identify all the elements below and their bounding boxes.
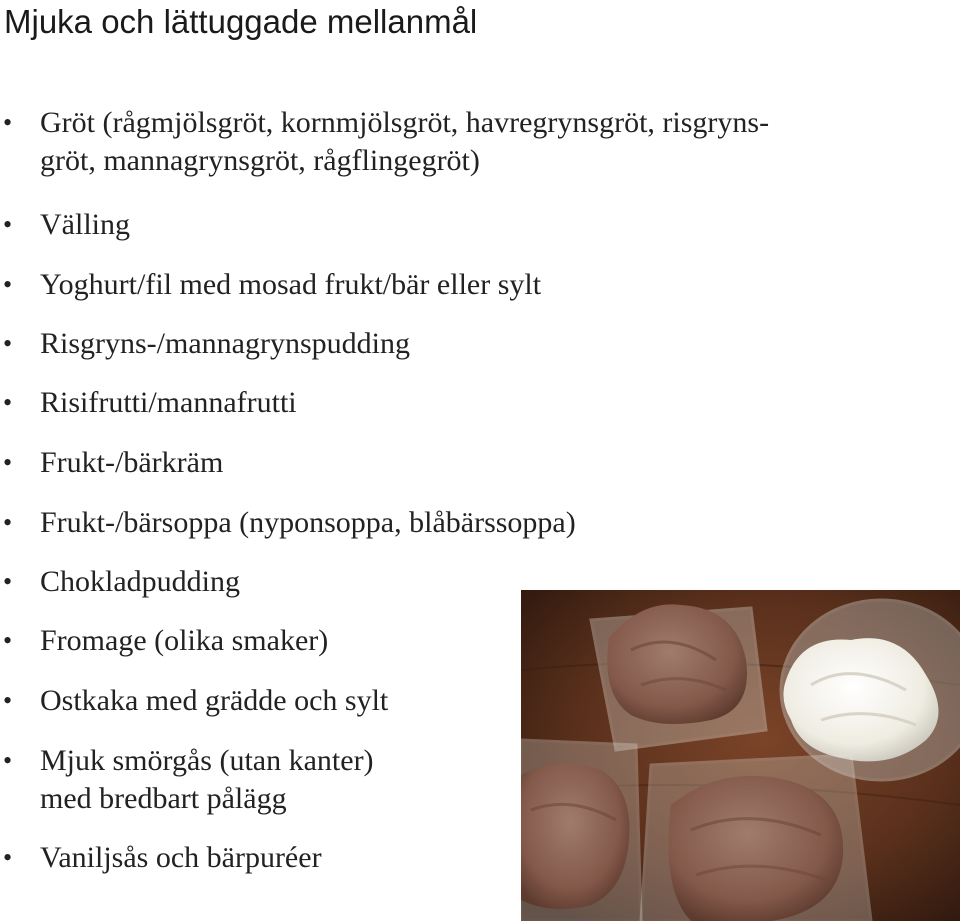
list-item-text: Ostkaka med grädde och sylt [40,684,389,717]
list-item-text: Vaniljsås och bärpuréer [40,841,322,874]
list-item-text: Yoghurt/fil med mosad frukt/bär eller sylt [40,268,542,301]
list-item-text: Risgryns-/mannagrynspudding [40,327,410,360]
chocolate-mousse-bowl [641,755,871,921]
list-item-text: Välling [40,208,130,241]
bullet-icon: • [3,108,13,137]
list-item-text: Fromage (olika smaker) [40,624,329,657]
bullet-icon: • [3,448,13,477]
page-title: Mjuka och lättuggade mellanmål [4,3,478,40]
chocolate-mousse-bowl [521,740,641,921]
bullet-icon: • [3,843,13,872]
list-item-text: Gröt (rågmjölsgröt, kornmjölsgröt, havregrynsgröt, risgryns- gröt, mannagrynsgröt, rågflingegröt) [40,106,770,177]
list-item [0,206,920,244]
list-item-text: Chokladpudding [40,565,240,598]
bullet-icon: • [3,388,13,417]
dessert-photo [521,590,960,921]
dessert-photo-illustration [521,590,960,921]
bullet-icon: • [3,567,13,596]
chocolate-mousse-bowl [591,604,766,750]
list-item-text: Risifrutti/mannafrutti [40,386,297,419]
list-item-text: Frukt-/bärsoppa (nyponsoppa, blåbärssoppa) [40,506,576,539]
bullet-icon: • [3,270,13,299]
whipped-cream-bowl [781,600,960,780]
list-item-text: Frukt-/bärkräm [40,446,224,479]
list-item [0,104,920,180]
bullet-icon: • [3,626,13,655]
list-item [0,384,920,422]
bullet-icon: • [3,686,13,715]
bullet-icon: • [3,746,13,775]
bullet-icon: • [3,210,13,239]
list-item [0,325,920,363]
bullet-icon: • [3,329,13,358]
bullet-icon: • [3,508,13,537]
list-item [0,504,920,542]
list-item [0,444,920,482]
list-item [0,266,920,304]
list-item-text: Mjuk smörgås (utan kanter) med bredbart pålägg [40,744,374,815]
